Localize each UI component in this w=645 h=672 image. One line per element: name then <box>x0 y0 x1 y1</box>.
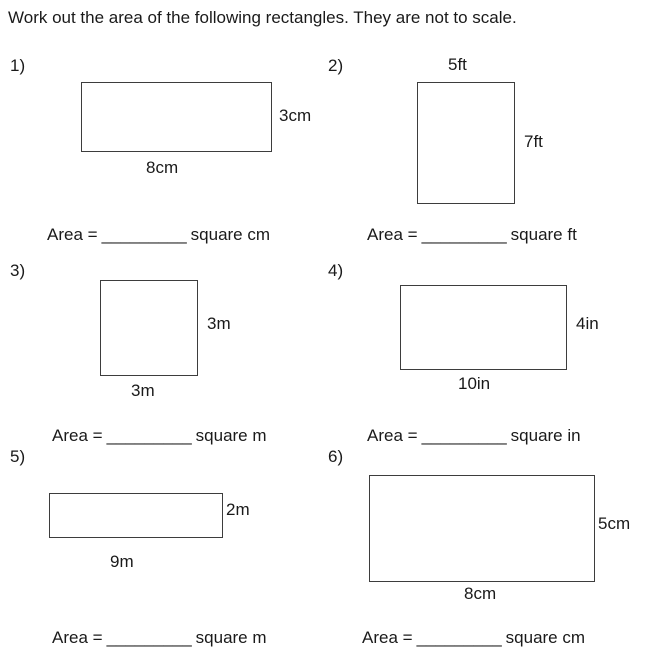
problem-5-area-prefix: Area = <box>52 628 103 647</box>
problem-5-height-label: 2m <box>226 500 250 519</box>
problem-2-height-label: 7ft <box>524 132 543 151</box>
problem-6-area-line <box>362 628 585 648</box>
problem-4-number: 4) <box>328 261 344 280</box>
problem-5-width-label: 9m <box>110 552 134 571</box>
problem-3-area-line <box>52 426 267 446</box>
problem-4-height-label: 4in <box>576 314 599 333</box>
problem-2-area-prefix: Area = <box>367 225 418 244</box>
problem-5-area-line <box>52 628 267 648</box>
problem-4-area-prefix: Area = <box>367 426 418 445</box>
problem-5-area-unit: square m <box>195 628 267 647</box>
problem-6-rectangle <box>369 475 595 582</box>
problem-2-area-line <box>367 225 577 245</box>
problem-1-answer-blank: _________ <box>101 225 187 244</box>
problem-1-number: 1) <box>10 56 26 75</box>
problem-4-width-label: 10in <box>458 374 491 393</box>
problem-6-answer-blank: _________ <box>416 628 502 647</box>
problem-6-number: 6) <box>328 447 344 466</box>
problem-5-number: 5) <box>10 447 26 466</box>
problem-3-number: 3) <box>10 261 26 280</box>
problem-3-height-label: 3m <box>207 314 231 333</box>
problem-1-width-label: 8cm <box>146 158 179 177</box>
problem-6-width-label: 8cm <box>464 584 497 603</box>
problem-4-answer-blank: _________ <box>421 426 507 445</box>
problem-6-area-prefix: Area = <box>362 628 413 647</box>
problem-4-area-unit: square in <box>510 426 581 445</box>
problem-3-area-prefix: Area = <box>52 426 103 445</box>
problem-2-answer-blank: _________ <box>421 225 507 244</box>
problem-5-answer-blank: _________ <box>106 628 192 647</box>
problem-3-answer-blank: _________ <box>106 426 192 445</box>
problem-2-width-label: 5ft <box>448 55 467 74</box>
problem-6-area-unit: square cm <box>505 628 586 647</box>
worksheet-title: Work out the area of the following rectangles. They are not to scale. <box>8 8 517 27</box>
problem-3-rectangle <box>100 280 198 376</box>
problem-4-rectangle <box>400 285 567 370</box>
problem-4-area-line <box>367 426 581 446</box>
problem-1-height-label: 3cm <box>279 106 312 125</box>
problem-2-number: 2) <box>328 56 344 75</box>
problem-6-height-label: 5cm <box>598 514 631 533</box>
problem-2-rectangle <box>417 82 515 204</box>
problem-3-area-unit: square m <box>195 426 267 445</box>
problem-1-area-line <box>47 225 270 245</box>
problem-1-area-unit: square cm <box>190 225 271 244</box>
problem-3-width-label: 3m <box>131 381 155 400</box>
problem-5-rectangle <box>49 493 223 538</box>
problem-1-area-prefix: Area = <box>47 225 98 244</box>
problem-2-area-unit: square ft <box>510 225 577 244</box>
problem-1-rectangle <box>81 82 272 152</box>
